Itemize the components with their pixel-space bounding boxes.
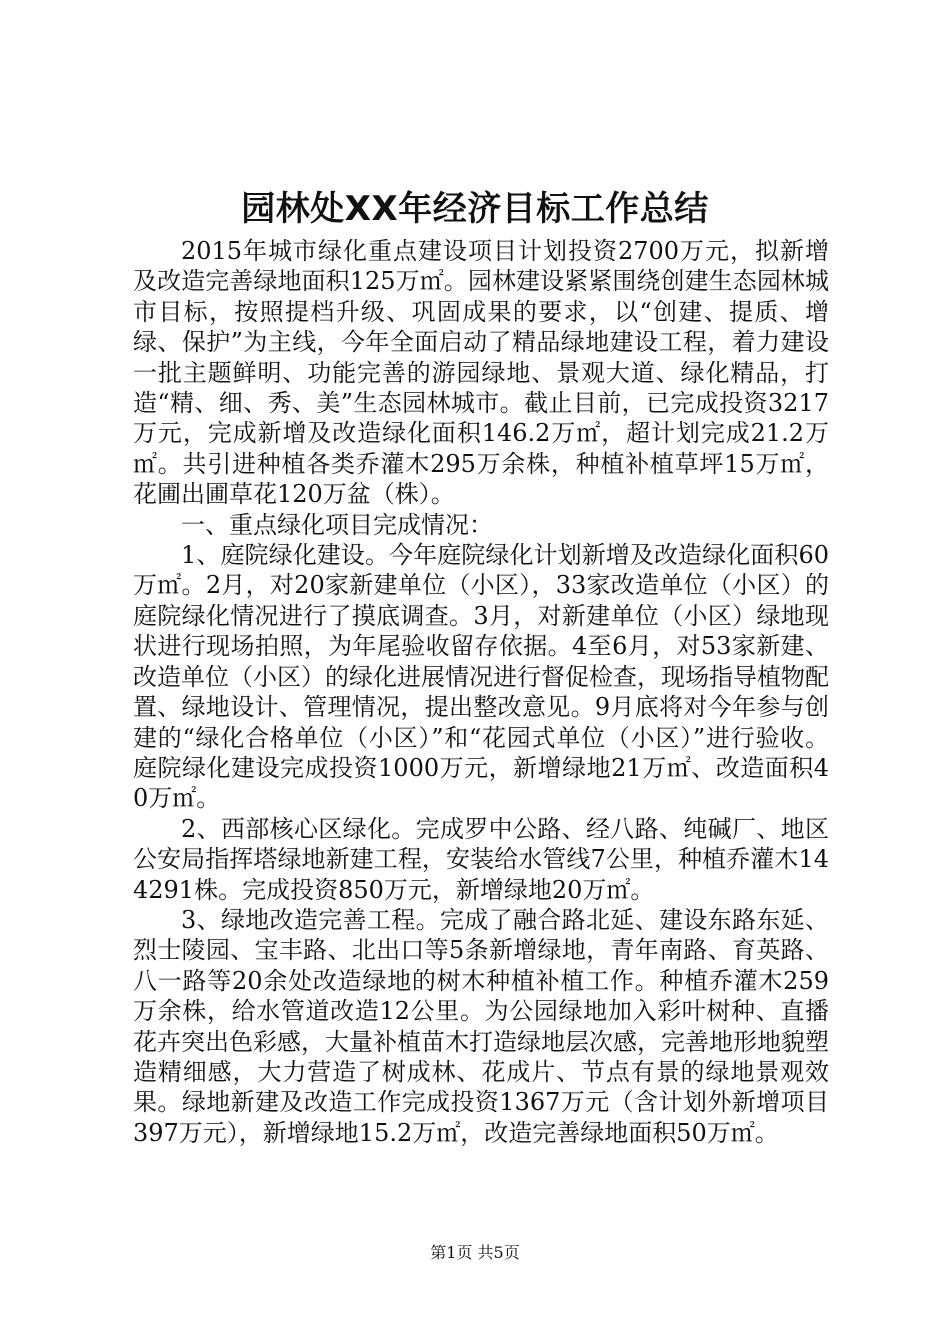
document-title: 园林处XX年经济目标工作总结 <box>241 189 709 229</box>
paragraph-item-1: 1、庭院绿化建设。今年庭院绿化计划新增及改造绿化面积60万㎡。2月，对20家新建单位（小区），33家改造单位（小区）的庭院绿化情况进行了摸底调查。3月，对新建单位（小区）绿地现状进行现场拍照，为年尾验收留存依据。4至6月，对53家新建、改造单位（小区）的绿化进展情况进行督促检查，现场指导植物配置、绿地设计、管理情况，提出整改意见。9月底将对今年参与创建的“绿化合格单位（小区）”和“花园式单位（小区）”进行验收。庭院绿化建设完成投资1000万元，新增绿地21万㎡、改造面积40万㎡。 <box>133 541 829 813</box>
paragraph-item-2: 2、西部核心区绿化。完成罗中公路、经八路、纯碱厂、地区公安局指挥塔绿地新建工程，安装给水管线7公里，种植乔灌木144291株。完成投资850万元，新增绿地20万㎡。 <box>133 814 829 904</box>
section-heading: 一、重点绿化项目完成情况： <box>181 510 493 539</box>
document-body <box>133 236 829 1148</box>
paragraph-item-3: 3、绿地改造完善工程。完成了融合路北延、建设东路东延、烈士陵园、宝丰路、北出口等5条新增绿地，青年南路、育英路、八一路等20余处改造绿地的树木种植补植工作。种植乔灌木259万余株，给水管道改造12公里。为公园绿地加入彩叶树种、直播花卉突出色彩感，大量补植苗木打造绿地层次感，完善地形地貌塑造精细感，大力营造了树成林、花成片、节点有景的绿地景观效果。绿地新建及改造工作完成投资1367万元（含计划外新增项目397万元），新增绿地15.2万㎡，改造完善绿地面积50万㎡。 <box>133 905 829 1147</box>
page-number-footer: 第1页 共5页 <box>430 1243 520 1262</box>
paragraph-intro: 2015年城市绿化重点建设项目计划投资2700万元，拟新增及改造完善绿地面积125万㎡。园林建设紧紧围绕创建生态园林城市目标，按照提档升级、巩固成果的要求，以“创建、提质、增绿、保护”为主线，今年全面启动了精品绿地建设工程，着力建设一批主题鲜明、功能完善的游园绿地、景观大道、绿化精品，打造“精、细、秀、美”生态园林城市。截止目前，已完成投资3217万元，完成新增及改造绿化面积146.2万㎡，超计划完成21.2万㎡。共引进种植各类乔灌木295万余株，种植补植草坪15万㎡，花圃出圃草花120万盆（株）。 <box>133 237 829 509</box>
